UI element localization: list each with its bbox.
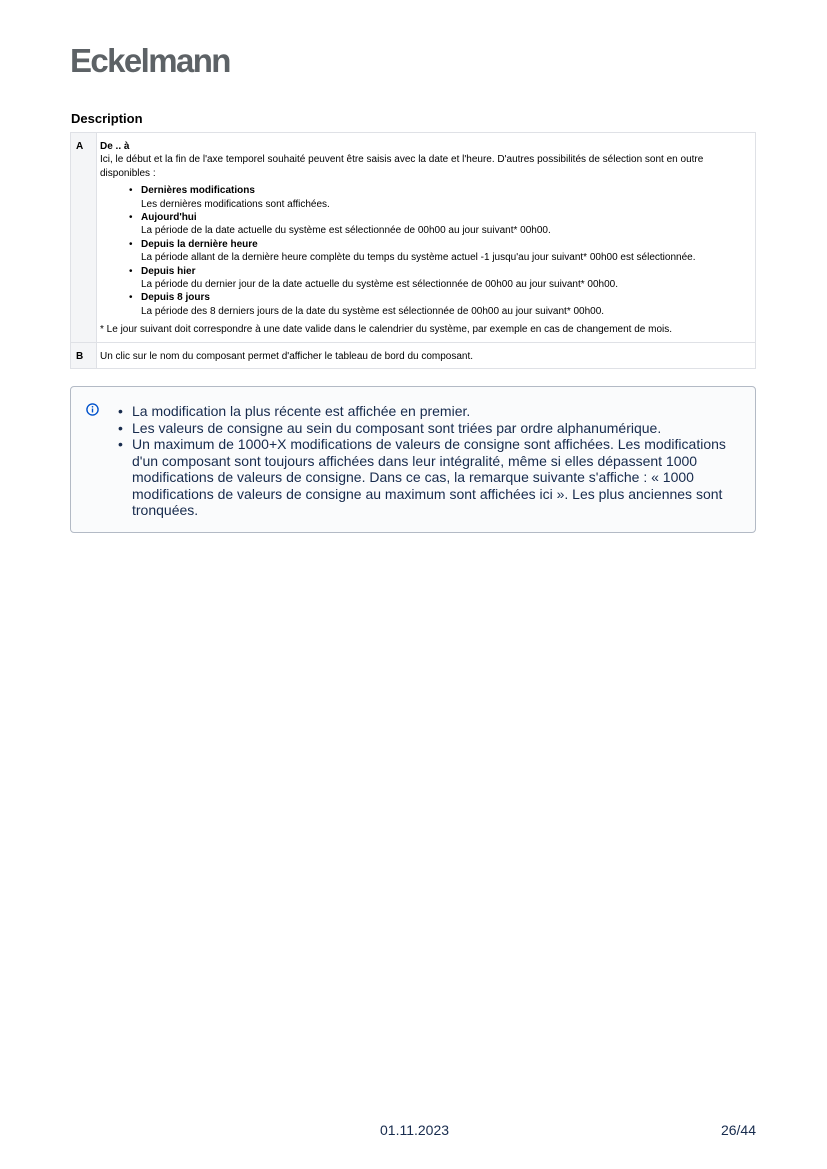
option-description: La période allant de la dernière heure complète du temps du système actuel -1 jusqu'au jour suivant* 00h00 est sélectionnée. <box>141 252 696 264</box>
footer-date: 01.11.2023 <box>380 1122 450 1138</box>
option-description: La période de la date actuelle du système est sélectionnée de 00h00 au jour suivant* 00h00. <box>141 225 551 237</box>
list-item <box>141 211 747 238</box>
option-description: La période du dernier jour de la date actuelle du système est sélectionnée de 00h00 au jour suivant* 00h00. <box>141 279 618 291</box>
row-content: Un clic sur le nom du composant permet d'afficher le tableau de bord du composant. <box>97 342 756 368</box>
row-key: B <box>71 342 97 368</box>
option-description: Les dernières modifications sont affichées. <box>141 198 330 210</box>
row-content <box>97 133 756 343</box>
description-table <box>70 132 756 369</box>
option-name: • Depuis 8 jours <box>141 292 210 304</box>
option-name: • Dernières modifications <box>141 185 255 197</box>
option-description: La période des 8 derniers jours de la date du système est sélectionnée de 00h00 au jour suivant* 00h00. <box>141 305 605 317</box>
row-key: A <box>71 133 97 343</box>
list-item: • La modification la plus récente est affichée en premier. <box>132 403 732 420</box>
info-list <box>132 403 732 519</box>
page-number: 26/44 <box>720 1122 756 1138</box>
option-name: • Aujourd'hui <box>141 212 197 224</box>
list-item <box>141 184 747 211</box>
table-row <box>71 133 756 343</box>
table-row <box>71 342 756 368</box>
list-item: • Un maximum de 1000+X modifications de valeurs de consigne sont affichées. Les modifications d'un composant sont toujours affichées dans leur intégralité, même si elles dépassent 1000 modifications de valeurs de consigne. Dans ce cas, la remarque suivante s'affiche : « 1000 modifications de valeurs de consigne au maximum sont affichées ici ». Les plus anciennes sont tronquées. <box>132 436 732 519</box>
list-item <box>141 291 747 318</box>
footnote: * Le jour suivant doit correspondre à une date valide dans le calendrier du système, par exemple en cas de changement de mois. <box>100 324 673 336</box>
company-logo: Eckelmann <box>70 42 230 79</box>
list-item <box>141 265 747 292</box>
row-intro: Ici, le début et la fin de l'axe temporel souhaité peuvent être saisis avec la date et l'heure. D'autres possibilités de sélection sont en outre disponibles : <box>100 154 704 179</box>
info-panel <box>70 386 756 533</box>
info-icon <box>86 403 99 416</box>
row-title: De .. à <box>100 141 130 152</box>
list-item <box>141 238 747 265</box>
section-heading: Description <box>71 111 143 126</box>
options-list <box>100 184 747 318</box>
option-name: • Depuis hier <box>141 265 196 277</box>
list-item: • Les valeurs de consigne au sein du composant sont triées par ordre alphanumérique. <box>132 420 732 437</box>
option-name: • Depuis la dernière heure <box>141 238 258 250</box>
